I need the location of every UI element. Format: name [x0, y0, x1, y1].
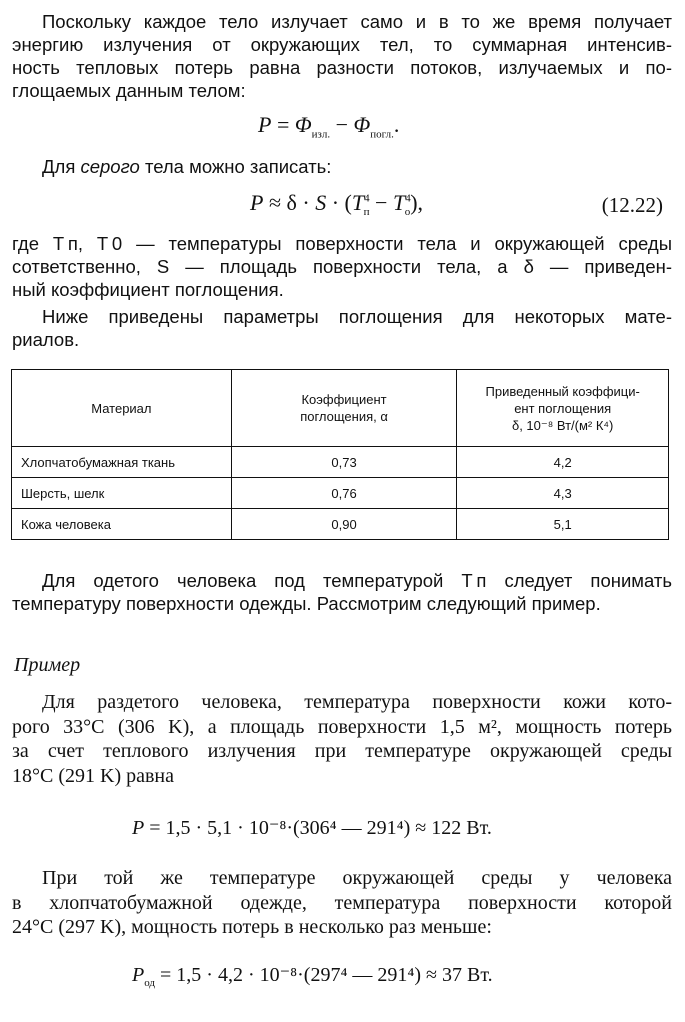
formula-subscript: погл.	[370, 128, 394, 141]
cell-material: Шерсть, шелк	[12, 478, 232, 509]
text-line: Ниже приведены параметры поглощения для некоторых мате-	[42, 306, 672, 327]
paragraph-example-unclothed	[12, 690, 672, 788]
cell-alpha: 0,73	[231, 447, 457, 478]
calculation-clothed	[132, 962, 493, 989]
text-line: в хлопчатобумажной одежде, температура поверхности которой	[12, 891, 672, 914]
header-line: ент поглощения	[514, 400, 612, 416]
formula-operator: −	[369, 190, 393, 215]
formula-symbol: T	[392, 190, 406, 215]
formula-symbol: Φ	[353, 112, 371, 137]
formula-operator: ),	[410, 190, 424, 215]
formula-subscript: o	[404, 206, 411, 219]
text-italic: серого	[80, 156, 140, 177]
formula-operator: −	[330, 112, 354, 137]
text-line: рого 33°C (306 K), а площадь поверхности 1,5 м², мощность потерь	[12, 715, 672, 738]
formula-grey-body	[250, 190, 423, 218]
paragraph-table-intro	[12, 305, 672, 351]
paragraph-radiation-intro	[12, 10, 672, 102]
text-line: ный коэффициент поглощения.	[12, 279, 284, 300]
paragraph-definitions	[12, 232, 672, 301]
paragraph-clothed-person	[12, 569, 672, 615]
formula-symbol: P	[258, 112, 272, 137]
text-line: Для одетого человека под температурой T п следует понимать	[42, 570, 672, 591]
text-line: Поскольку каждое тело излучает само и в то же время получает	[42, 11, 672, 32]
header-line: Коэффициент	[301, 392, 387, 407]
text-line: за счет теплового излучения при температуре окружающей среды	[12, 740, 672, 762]
absorption-table	[11, 369, 669, 540]
cell-delta: 5,1	[457, 509, 669, 540]
text-line: Для раздетого человека, температура поверхности кожи кото-	[42, 691, 672, 713]
text-line: риалов.	[12, 329, 80, 350]
table-row	[12, 509, 669, 540]
header-material	[12, 370, 232, 447]
text-line: сответственно, S — площадь поверхности тела, а δ — приведен-	[12, 256, 672, 277]
paragraph-example-clothed	[12, 866, 672, 940]
text-line: 18°C (291 K) равна	[12, 764, 175, 787]
text-line: ность тепловых потерь равна разности потоков, излучаемых и по-	[12, 57, 672, 78]
cell-delta: 4,3	[457, 478, 669, 509]
formula-symbol: P	[250, 190, 264, 215]
cell-alpha: 0,90	[231, 509, 457, 540]
formula-operator: · (	[326, 190, 352, 215]
header-delta	[457, 370, 669, 447]
header-line: Материал	[91, 400, 152, 416]
calculation-unclothed	[132, 815, 492, 840]
formula-power-difference	[258, 112, 399, 140]
formula-symbol: Φ	[294, 112, 312, 137]
example-heading: Пример	[14, 654, 81, 676]
text-line: где T п, T 0 — температуры поверхности тела и окружающей среды	[12, 233, 672, 254]
equation-number: (12.22)	[601, 193, 663, 217]
formula-subscript: од	[144, 977, 155, 989]
text-line: При той же температуре окружающей среды у человека	[42, 867, 672, 889]
formula-subscript: п	[363, 206, 370, 219]
paragraph-grey-body	[12, 155, 672, 178]
text-line: 24°C (297 K), мощность потерь в несколько раз меньше:	[12, 916, 492, 938]
table-row	[12, 447, 669, 478]
formula-superscript: 4	[364, 192, 370, 205]
header-line: поглощения, α	[300, 409, 388, 424]
table-header-row	[12, 370, 669, 447]
formula-operator: .	[393, 112, 400, 137]
cell-alpha: 0,76	[231, 478, 457, 509]
formula-expression: = 1,5 · 5,1 · 10⁻⁸·(306⁴ — 291⁴) ≈ 122 Вт.	[144, 817, 492, 839]
formula-symbol: T	[351, 190, 365, 215]
text-line: глощаемых данным телом:	[12, 80, 246, 101]
formula-operator: ≈ δ ·	[263, 190, 316, 215]
text-line	[12, 155, 672, 178]
header-line: δ, 10⁻⁸ Вт/(м² К⁴)	[511, 417, 614, 433]
text-line: температуру поверхности одежды. Рассмотрим следующий пример.	[12, 593, 601, 614]
header-line: Приведенный коэффици-	[485, 383, 640, 399]
text-span: тела можно записать:	[139, 156, 332, 177]
formula-expression: = 1,5 · 4,2 · 10⁻⁸·(297⁴ — 291⁴) ≈ 37 Вт.	[155, 964, 493, 986]
table-row	[12, 478, 669, 509]
text-line: энергию излучения от окружающих тел, то суммарная интенсив-	[12, 34, 672, 55]
formula-superscript: 4	[405, 192, 411, 205]
cell-material: Кожа человека	[12, 509, 232, 540]
cell-material: Хлопчатобумажная ткань	[12, 447, 232, 478]
text-span: Для	[42, 156, 81, 177]
formula-symbol: S	[315, 190, 327, 215]
header-alpha	[231, 370, 457, 447]
formula-operator: =	[271, 112, 295, 137]
formula-symbol: P	[132, 817, 145, 839]
cell-delta: 4,2	[457, 447, 669, 478]
formula-subscript: изл.	[311, 128, 331, 141]
formula-symbol: P	[132, 964, 145, 986]
